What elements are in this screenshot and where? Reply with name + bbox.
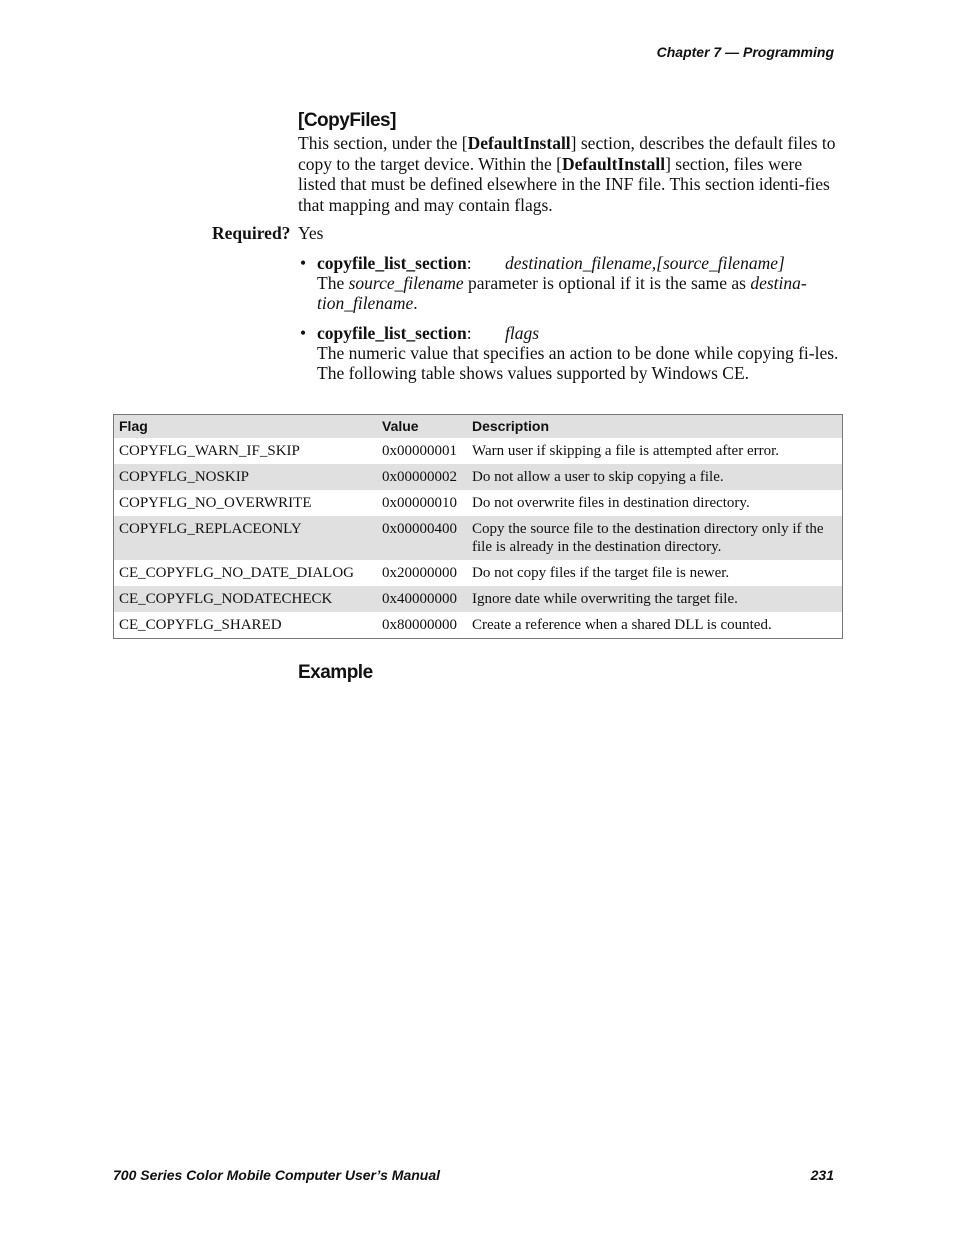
bullet-desc-1-italic: source_filename [348,273,464,293]
table-row [114,560,843,586]
header-flag: Flag [114,415,378,439]
intro-text-2: ] section, describes the default files to copy to the target device. Within the [ [298,133,836,174]
flag-cell: COPYFLG_REPLACEONLY [114,516,378,560]
bullet-arg-2: flags [505,323,540,343]
flag-cell: COPYFLG_WARN_IF_SKIP [119,443,300,459]
bullet-arg-1: destination_filename,[source_filename] [505,253,785,273]
page-number: 231 [810,1167,834,1183]
bullet-desc-1-period: . [413,293,418,313]
table-row [114,438,843,464]
bullet-item-2 [317,323,842,383]
example-heading: Example [298,662,373,683]
flag-cell: CE_COPYFLG_NO_DATE_DIALOG [119,565,354,581]
bullet-desc-1-text-2: parameter is optional if it is the same as [463,273,751,293]
value-cell: 0x00000400 [377,516,467,560]
description-cell: Do not allow a user to skip copying a file. [467,464,843,490]
description-cell: Do not copy files if the target file is newer. [472,565,730,581]
flags-table [113,414,843,639]
table-row [114,612,843,639]
intro-text-3: ] section, files were listed that must be defined elsewhere in the INF file. This section identi-fies that mapping and may contain flags. [298,153,830,215]
bullet-colon-1: : [466,253,472,273]
footer-title: 700 Series Color Mobile Computer User’s Manual [113,1167,441,1183]
table-row [114,586,843,612]
section-heading: [CopyFiles] [298,110,396,131]
bullet-term-1: copyfile_list_section [317,253,467,273]
flag-cell: CE_COPYFLG_NODATECHECK [114,586,378,612]
description-cell: Copy the source file to the destination directory only if the file is already in the destination directory. [467,516,843,560]
bullet-marker-2: • [300,323,307,343]
bullet-marker-1: • [300,253,307,273]
table-row [114,490,843,516]
description-cell: Ignore date while overwriting the target file. [467,586,843,612]
bullet-term-2: copyfile_list_section [317,323,467,343]
intro-bold-2: DefaultInstall [562,153,666,174]
value-cell: 0x00000002 [377,464,467,490]
bullet-desc-1-italic-2: destina-tion_filename [317,273,807,313]
bullet-desc-1 [317,273,842,313]
required-label: Required? [212,223,291,243]
value-cell: 0x20000000 [382,565,457,581]
value-cell: 0x80000000 [382,617,457,633]
table-row [114,464,843,490]
description-cell: Create a reference when a shared DLL is counted. [472,617,772,633]
value-cell: 0x00000001 [382,443,457,459]
value-cell: 0x40000000 [377,586,467,612]
flag-cell: COPYFLG_NOSKIP [114,464,378,490]
header-description: Description [467,415,843,439]
intro-bold-1: DefaultInstall [467,133,571,153]
flag-cell: CE_COPYFLG_SHARED [119,617,282,633]
bullet-desc-1-text: The [317,273,349,293]
intro-paragraph [298,133,843,215]
header-value: Value [377,415,467,439]
bullet-colon-2: : [466,323,472,343]
required-value: Yes [298,223,324,243]
flag-cell: COPYFLG_NO_OVERWRITE [119,495,312,511]
bullet-item-1 [317,253,842,313]
value-cell: 0x00000010 [382,495,457,511]
description-cell: Do not overwrite files in destination directory. [472,495,750,511]
table-row [114,516,843,560]
bullet-desc-2: The numeric value that specifies an action to be done while copying fi-les. The following table shows values supported by Windows CE. [317,343,839,383]
running-head: Chapter 7 — Programming [656,44,834,60]
description-cell: Warn user if skipping a file is attempted after error. [472,443,780,459]
intro-text-1: This section, under the [ [298,133,468,153]
table-header-row [114,415,843,439]
